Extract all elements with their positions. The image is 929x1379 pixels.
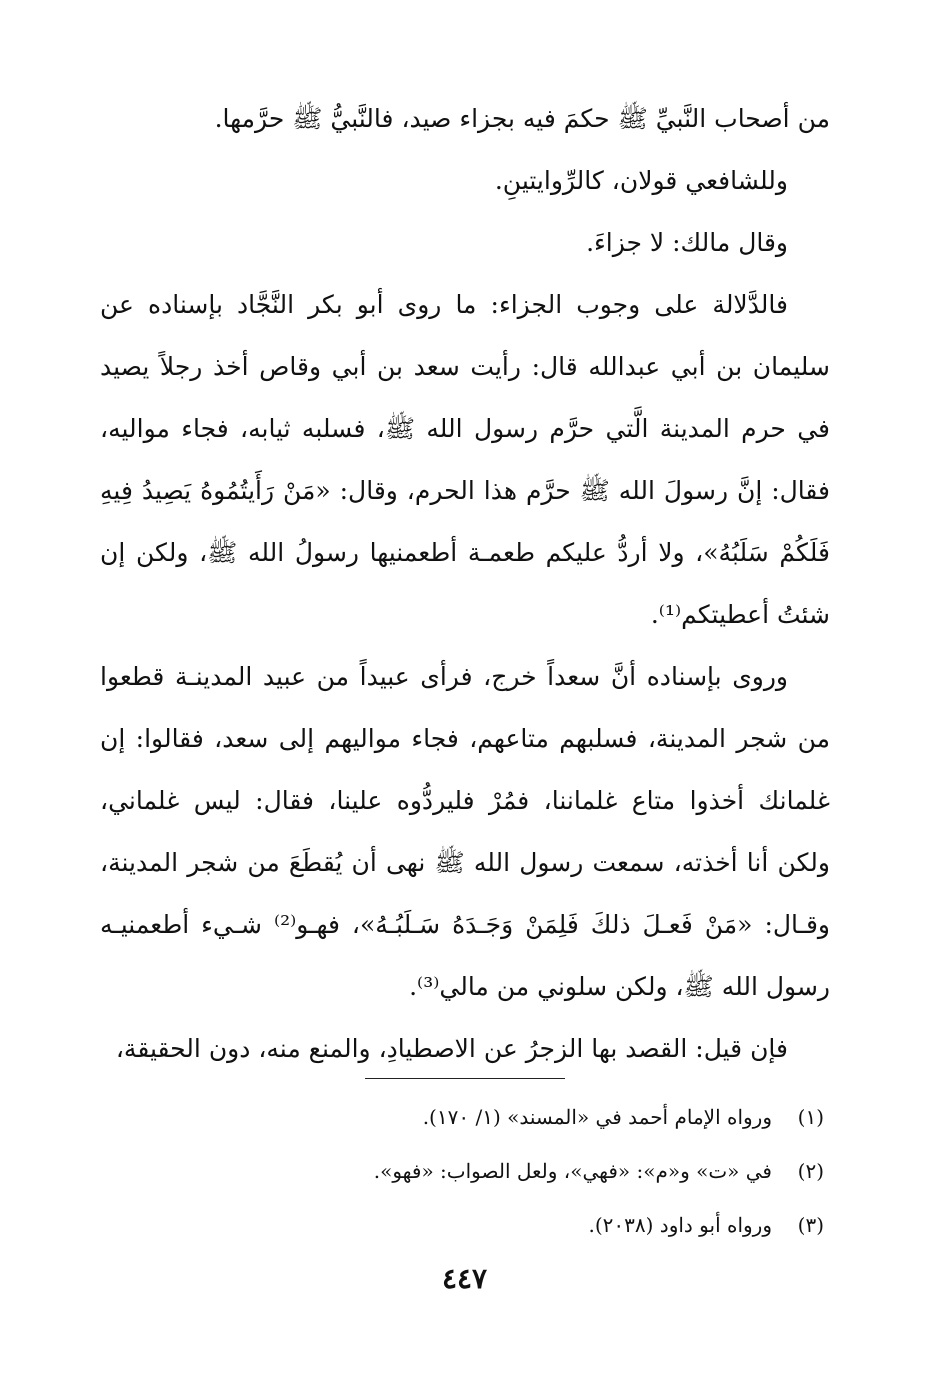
footnotes: [100, 1090, 830, 1252]
main-text: [100, 88, 830, 1080]
paragraph-4: فالدَّلالة على وجوب الجزاء: ما روى أبو بكر النَّجَّاد بإسناده عن سليمان بن أبي عبدالله قال: رأيت سعد بن أبي وقاص أخذ رجلاً يصيد في حرم المدينة الَّتي حرَّم رسول الله ﷺ، فسلبه ثيابه، فجاء مواليه، فقال: إنَّ رسولَ الله ﷺ حرَّم هذا الحرم، وقال: «مَنْ رَأَيتُمُوهُ يَصِيدُ فِيهِ فَلَكُمْ سَلَبُهُ»، ولا أردُّ عليكم طعمـة أطعمنيها رسولُ الله ﷺ، ولكن إن شئتُ أعطيتكم⁽¹⁾.: [100, 290, 830, 629]
footnote-text: ورواه أبو داود (٢٠٣٨).: [588, 1213, 772, 1237]
paragraph-5: وروى بإسناده أنَّ سعداً خرج، فرأى عبيداً من عبيد المدينـة قطعوا من شجر المدينة، فسلبهم متاعهم، فجاء مواليهم إلى سعد، فقالوا: إن غلمانك أخذوا متاع غلماننا، فمُرْ فليردُّوه علينا، فقال: ليس غلماني، ولكن أنا أخذته، سمعت رسول الله ﷺ نهى أن يُقطَعَ من شجر المدينة، وقـال: «مَنْ فَعـلَ ذلكَ فَلِمَنْ وَجَـدَهُ سَـلَبُـهُ»، فهـو⁽²⁾ شـيء أطعمنيـه رسول الله ﷺ، ولكن سلوني من مالي⁽³⁾.: [100, 662, 830, 1001]
paragraph-2: وللشافعي قولان، كالرِّوايتينِ.: [494, 166, 788, 195]
footnote-text: في «ت» و«م»: «فهي»، ولعل الصواب: «فهو».: [373, 1159, 772, 1183]
footnote-number: (٢): [797, 1159, 824, 1183]
footnote-divider: [365, 1078, 565, 1079]
footnote-text: ورواه الإمام أحمد في «المسند» (١/ ١٧٠).: [422, 1105, 772, 1129]
paragraph-1: من أصحاب النَّبيِّ ﷺ حكمَ فيه بجزاء صيد، فالنَّبيُّ ﷺ حرَّمها.: [214, 104, 830, 133]
paragraph-6: فإن قيل: القصد بها الزجرُ عن الاصطيادِ، والمنع منه، دون الحقيقة،: [115, 1034, 788, 1063]
footnote-number: (١): [797, 1105, 824, 1129]
footnote-3: [100, 1198, 830, 1252]
footnote-2: [100, 1144, 830, 1198]
footnote-number: (٣): [797, 1213, 824, 1237]
paragraph-3: وقال مالك: لا جزاءَ.: [586, 228, 788, 257]
footnote-1: [100, 1090, 830, 1144]
page-number: ٤٤٧: [441, 1262, 488, 1295]
